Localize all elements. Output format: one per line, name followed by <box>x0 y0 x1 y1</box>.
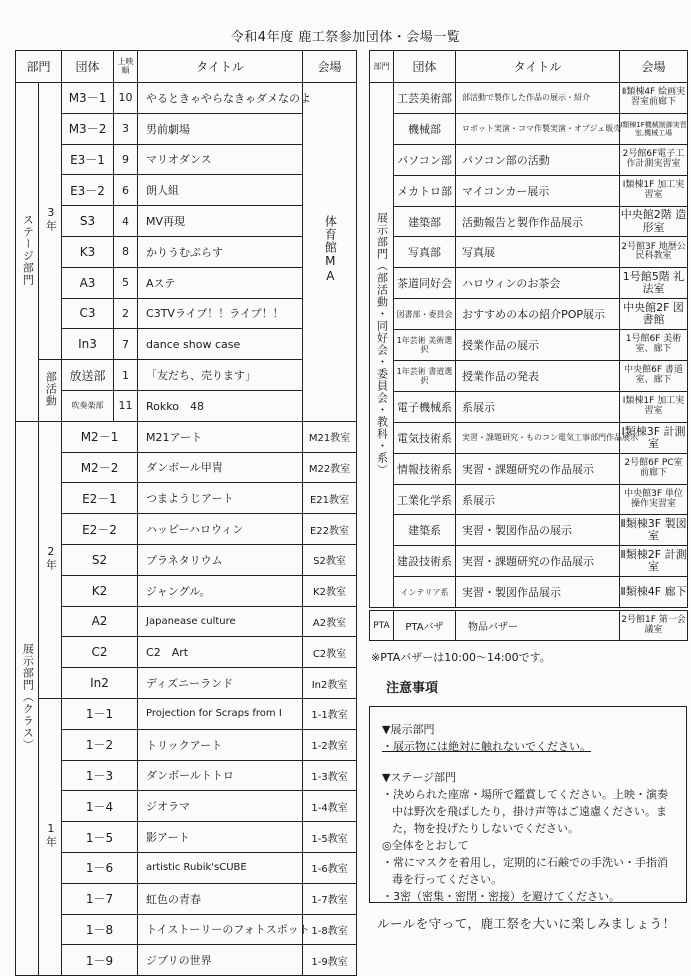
venue: M22教室 <box>303 452 357 483</box>
entry-title: パソコン部の活動 <box>456 144 620 175</box>
left-table <box>15 50 357 976</box>
exhibit-club-row <box>370 453 688 484</box>
venue: C2教室 <box>303 637 357 668</box>
screening-order: 10 <box>114 83 138 114</box>
stage-dept-label-text: ステージ部門 <box>21 214 35 287</box>
entry-title: C2 Art <box>138 637 303 668</box>
group-name: 茶道同好会 <box>394 268 456 299</box>
entry-title: トイストーリーのフォトスポット <box>138 914 303 945</box>
group-name: 1－9 <box>62 945 138 976</box>
class-row <box>16 637 357 668</box>
venue: 2号館3F 地歴公民科教室 <box>620 237 688 268</box>
club-exhibit-label-text: 展示部門（部活動・同好会・委員会・教科・系） <box>375 211 389 476</box>
entry-title: ディズニーランド <box>138 668 303 699</box>
venue: 1-9教室 <box>303 945 357 976</box>
year1-label-text: 1年 <box>44 822 58 849</box>
group-name: 建設技術系 <box>394 546 456 577</box>
caution-all-1: ・常にマスクを着用し，定期的に石鹸での手洗い・手指消毒を行ってください。 <box>382 856 668 887</box>
entry-title: トリックアート <box>138 729 303 760</box>
entry-title: dance show case <box>138 329 303 360</box>
entry-title: Rokko 48 <box>138 390 303 421</box>
group-name: メカトロ部 <box>394 175 456 206</box>
class-row <box>16 914 357 945</box>
year2-label <box>39 421 62 698</box>
entry-title: マリオダンス <box>138 144 303 175</box>
venue: 中央館6F 書道室、廊下 <box>620 361 688 392</box>
stage-dept-label <box>16 83 39 422</box>
class-row <box>16 575 357 606</box>
header-title: タイトル <box>456 51 620 83</box>
screening-order: 6 <box>114 175 138 206</box>
group-name: K2 <box>62 575 138 606</box>
header-venue: 会場 <box>620 51 688 83</box>
entry-title: つまようじアート <box>138 483 303 514</box>
venue: Ⅰ類棟1F機械制御実習室,機械工場 <box>620 113 688 144</box>
group-name: 1－6 <box>62 852 138 883</box>
class-row <box>16 945 357 976</box>
entry-title: 系展示 <box>456 484 620 515</box>
venue: 1-6教室 <box>303 852 357 883</box>
group-name: M2－1 <box>62 421 138 452</box>
group-name: M3－1 <box>62 83 114 114</box>
screening-order: 4 <box>114 206 138 237</box>
entry-title: Japanease culture <box>138 606 303 637</box>
pta-table <box>369 610 688 641</box>
venue: 1-8教室 <box>303 914 357 945</box>
exhibit-dept-label-text: 展示部門（クラス） <box>21 642 35 751</box>
group-name: K3 <box>62 236 114 267</box>
exhibit-dept-label <box>16 421 39 975</box>
left-header-row <box>16 51 357 83</box>
header-bumon: 部門 <box>370 51 394 83</box>
group-name: 放送部 <box>62 360 114 391</box>
entry-title: artistic Rubik'sCUBE <box>138 852 303 883</box>
entry-title: Projection for Scraps from I <box>138 698 303 729</box>
group-name: M3－2 <box>62 113 114 144</box>
caution-exhibit-head: ▼展示部門 <box>382 723 435 736</box>
entry-title: 「友だち、売ります」 <box>138 360 303 391</box>
pta-venue: 2号館1F 第一会議室 <box>620 611 688 641</box>
entry-title: 影アート <box>138 822 303 853</box>
group-name: E3－2 <box>62 175 114 206</box>
entry-title: 男前劇場 <box>138 113 303 144</box>
entry-title: マイコンカー展示 <box>456 175 620 206</box>
entry-title: MV再現 <box>138 206 303 237</box>
exhibit-club-row <box>370 546 688 577</box>
class-row <box>16 760 357 791</box>
class-row <box>16 883 357 914</box>
header-venue: 会場 <box>303 51 357 83</box>
screening-order: 11 <box>114 390 138 421</box>
screening-order: 1 <box>114 360 138 391</box>
year2-label-text: 2年 <box>44 545 58 572</box>
venue: 2号館6F PC室前廊下 <box>620 453 688 484</box>
pta-row <box>370 611 688 641</box>
year3-label <box>39 83 62 360</box>
closing-message: ルールを守って，鹿工祭を大いに楽しみましょう！ <box>377 916 676 931</box>
entry-title: 授業作品の発表 <box>456 361 620 392</box>
entry-title: ジブリの世界 <box>138 945 303 976</box>
entry-title: 部活動で製作した作品の展示・紹介 <box>456 83 620 114</box>
entry-title: 系展示 <box>456 391 620 422</box>
exhibit-club-row <box>370 299 688 330</box>
venue: 1-7教室 <box>303 883 357 914</box>
caution-exhibit-line: ・展示物には絶対に触れないでください。 <box>382 740 591 754</box>
group-name: C2 <box>62 637 138 668</box>
caution-box <box>369 706 687 903</box>
screening-order: 2 <box>114 298 138 329</box>
screening-order: 9 <box>114 144 138 175</box>
group-name: 電子機械系 <box>394 391 456 422</box>
header-dantai: 団体 <box>62 51 114 83</box>
group-name: 吹奏楽部 <box>62 390 114 421</box>
venue: Ⅰ類棟1F 加工実習室 <box>620 391 688 422</box>
caution-stage-head: ▼ステージ部門 <box>382 771 457 785</box>
entry-title: ハロウィンのお茶会 <box>456 268 620 299</box>
club-label <box>39 360 62 422</box>
entry-title: 実習・課題研究・ものコン電気工事部門作品展示 <box>456 422 620 453</box>
class-row <box>16 514 357 545</box>
header-title: タイトル <box>138 51 303 83</box>
pta-note: ※PTAバザーは10:00～14:00です。 <box>371 651 551 664</box>
exhibit-club-row <box>370 206 688 237</box>
group-name: E3－1 <box>62 144 114 175</box>
stage-venue-text: 体育館MA <box>323 215 338 285</box>
entry-title: ダンボールトトロ <box>138 760 303 791</box>
venue: 1-4教室 <box>303 791 357 822</box>
entry-title: 写真展 <box>456 237 620 268</box>
header-dantai: 団体 <box>394 51 456 83</box>
group-name: 1年芸術 美術選択 <box>394 330 456 361</box>
pta-title: 物品バザー <box>456 611 620 641</box>
venue: Ⅱ類棟4F 廊下 <box>620 577 688 608</box>
group-name: 1－7 <box>62 883 138 914</box>
class-row <box>16 544 357 575</box>
exhibit-club-row <box>370 515 688 546</box>
exhibit-club-row <box>370 113 688 144</box>
screening-order: 8 <box>114 236 138 267</box>
right-header-row <box>370 51 688 83</box>
group-name: 1年芸術 書道選択 <box>394 361 456 392</box>
venue: 1-3教室 <box>303 760 357 791</box>
venue: In2教室 <box>303 668 357 699</box>
exhibit-club-row <box>370 144 688 175</box>
entry-title: ロボット実演・コマ作製実演・オブジェ販売 <box>456 113 620 144</box>
group-name: C3 <box>62 298 114 329</box>
class-row <box>16 822 357 853</box>
venue: A2教室 <box>303 606 357 637</box>
group-name: 情報技術系 <box>394 453 456 484</box>
venue: Ⅱ類棟2F 計測室 <box>620 546 688 577</box>
class-row <box>16 421 357 452</box>
venue: Ⅱ類棟3F 製図室 <box>620 515 688 546</box>
class-row <box>16 606 357 637</box>
group-name: M2－2 <box>62 452 138 483</box>
venue: Ⅱ類棟4F 絵画実習室前廊下 <box>620 83 688 114</box>
group-name: 図書部・委員会 <box>394 299 456 330</box>
group-name: パソコン部 <box>394 144 456 175</box>
right-table <box>369 50 688 608</box>
entry-title: おすすめの本の紹介POP展示 <box>456 299 620 330</box>
entry-title: 活動報告と製作作品展示 <box>456 206 620 237</box>
caution-stage-text: ・決められた座席・場所で鑑賞してください。上映・演奏中は野次を飛ばしたり，掛け声等はご遠慮ください。また，物を投げたりしないでください。 <box>382 788 668 836</box>
year1-label <box>39 698 62 975</box>
venue: Ⅰ類棟3F 計測室 <box>620 422 688 453</box>
group-name: 1－1 <box>62 698 138 729</box>
entry-title: 授業作品の展示 <box>456 330 620 361</box>
venue: Ⅰ類棟1F 加工実習室 <box>620 175 688 206</box>
venue: 1-1教室 <box>303 698 357 729</box>
group-name: 1－3 <box>62 760 138 791</box>
group-name: 工芸美術部 <box>394 83 456 114</box>
exhibit-club-row <box>370 268 688 299</box>
caution-all-head: ◎全体をとおして <box>382 839 469 853</box>
header-bumon: 部門 <box>16 51 62 83</box>
caution-heading: 注意事項 <box>386 681 439 696</box>
exhibit-club-row <box>370 422 688 453</box>
entry-title: Aステ <box>138 267 303 298</box>
group-name: インテリア系 <box>394 577 456 608</box>
group-name: E2－1 <box>62 483 138 514</box>
venue: S2教室 <box>303 544 357 575</box>
group-name: 電気技術系 <box>394 422 456 453</box>
entry-title: やるときゃやらなきゃダメなのよ <box>138 83 303 114</box>
group-name: 1－2 <box>62 729 138 760</box>
entry-title: C3TVライブ！！ライブ！！ <box>138 298 303 329</box>
class-row <box>16 852 357 883</box>
entry-title: M21アート <box>138 421 303 452</box>
group-name: 建築部 <box>394 206 456 237</box>
exhibit-club-row <box>370 175 688 206</box>
entry-title: ダンボール甲冑 <box>138 452 303 483</box>
exhibit-club-row <box>370 484 688 515</box>
group-name: 1－5 <box>62 822 138 853</box>
class-row <box>16 698 357 729</box>
pta-club: PTAバザ <box>394 611 456 641</box>
class-row <box>16 729 357 760</box>
entry-title: ハッピーハロウィン <box>138 514 303 545</box>
entry-title: 実習・課題研究の作品展示 <box>456 453 620 484</box>
venue: 2号館6F電子工作計測実習室 <box>620 144 688 175</box>
venue: E22教室 <box>303 514 357 545</box>
venue: 1-2教室 <box>303 729 357 760</box>
class-row <box>16 483 357 514</box>
entry-title: ジャングル。 <box>138 575 303 606</box>
venue: M21教室 <box>303 421 357 452</box>
venue: 中央館3F 単位操作実習室 <box>620 484 688 515</box>
venue: 1号館5階 礼法室 <box>620 268 688 299</box>
group-name: 1－8 <box>62 914 138 945</box>
entry-title: 朗人組 <box>138 175 303 206</box>
group-name: 写真部 <box>394 237 456 268</box>
exhibit-club-row <box>370 577 688 608</box>
pta-dept: PTA <box>370 611 394 641</box>
venue: E21教室 <box>303 483 357 514</box>
venue: 1号館6F 美術室、廊下 <box>620 330 688 361</box>
exhibit-club-row <box>370 361 688 392</box>
screening-order: 3 <box>114 113 138 144</box>
page-title: 令和4年度 鹿工祭参加団体・会場一覧 <box>230 30 461 45</box>
entry-title: かりうむぷらす <box>138 236 303 267</box>
venue: 1-5教室 <box>303 822 357 853</box>
group-name: In2 <box>62 668 138 699</box>
exhibit-club-row <box>370 391 688 422</box>
club-exhibit-label <box>370 83 394 608</box>
screening-order: 5 <box>114 267 138 298</box>
screening-order: 7 <box>114 329 138 360</box>
entry-title: 実習・課題研究の作品展示 <box>456 546 620 577</box>
exhibit-club-row <box>370 330 688 361</box>
entry-title: プラネタリウム <box>138 544 303 575</box>
group-name: 機械部 <box>394 113 456 144</box>
stage-row <box>16 83 357 114</box>
class-row <box>16 791 357 822</box>
entry-title: ジオラマ <box>138 791 303 822</box>
year3-label-text: 3年 <box>44 206 58 233</box>
venue: 中央館2階 造形室 <box>620 206 688 237</box>
class-row <box>16 452 357 483</box>
group-name: 工業化学系 <box>394 484 456 515</box>
group-name: A3 <box>62 267 114 298</box>
group-name: In3 <box>62 329 114 360</box>
venue: K2教室 <box>303 575 357 606</box>
entry-title: 虹色の青春 <box>138 883 303 914</box>
class-row <box>16 668 357 699</box>
entry-title: 実習・製図作品の展示 <box>456 515 620 546</box>
caution-all-2: ・3密（密集・密閉・密接）を避けてください。 <box>382 890 620 904</box>
group-name: A2 <box>62 606 138 637</box>
group-name: 建築系 <box>394 515 456 546</box>
stage-venue <box>303 83 357 422</box>
club-label-text: 部活動 <box>44 370 58 407</box>
group-name: S3 <box>62 206 114 237</box>
header-joeijun: 上映順 <box>114 51 138 83</box>
group-name: 1－4 <box>62 791 138 822</box>
group-name: S2 <box>62 544 138 575</box>
entry-title: 実習・製図作品展示 <box>456 577 620 608</box>
group-name: E2－2 <box>62 514 138 545</box>
venue: 中央館2F 図書館 <box>620 299 688 330</box>
exhibit-club-row <box>370 237 688 268</box>
exhibit-club-row <box>370 83 688 114</box>
